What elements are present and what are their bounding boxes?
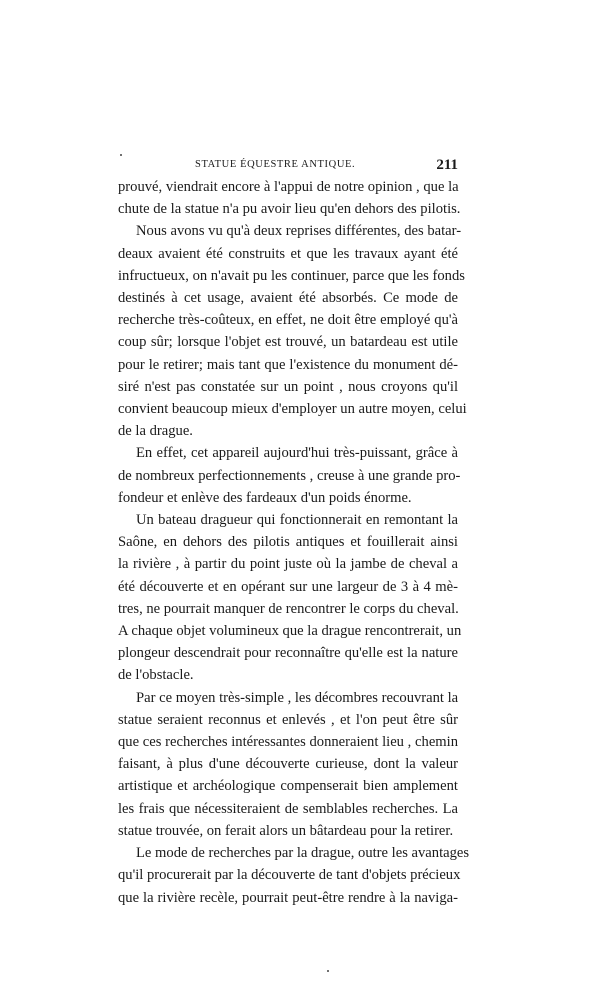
text-line: Nous avons vu qu'à deux reprises différentes, des batar- <box>136 223 462 240</box>
paragraph-3 <box>118 442 461 509</box>
text-line: chute de la statue n'a pu avoir lieu qu'en dehors des pilotis. <box>118 201 461 218</box>
paragraph-6 <box>118 842 470 909</box>
text-line: de la drague. <box>118 423 193 440</box>
text-line: destinés à cet usage, avaient été absorbés. Ce mode de <box>118 290 458 307</box>
running-head <box>118 157 458 177</box>
text-line: que ces recherches intéressantes donneraient lieu , chemin <box>118 734 458 751</box>
paragraph-1 <box>118 176 461 220</box>
text-line: plongeur descendrait pour reconnaître qu'elle est la nature <box>118 645 458 662</box>
text-line: prouvé, viendrait encore à l'appui de notre opinion , que la <box>118 179 459 195</box>
text-line: Saône, en dehors des pilotis antiques et fouillerait ainsi <box>118 534 458 551</box>
text-line: pour le retirer; mais tant que l'existence du monument dé- <box>118 356 458 373</box>
text-line: Le mode de recherches par la drague, outre les avantages <box>136 845 470 862</box>
text-line: que la rivière recèle, pourrait peut-être rendre à la naviga- <box>118 889 458 906</box>
text-line: qu'il procurerait par la découverte de tant d'objets précieux <box>118 867 461 884</box>
paper-speck <box>327 970 329 972</box>
text-line: statue trouvée, on ferait alors un bâtardeau pour la retirer. <box>118 822 454 839</box>
body-text <box>118 176 470 909</box>
text-line: Un bateau dragueur qui fonctionnerait en remontant la <box>136 512 458 529</box>
paragraph-2 <box>118 220 467 442</box>
paragraph-4 <box>118 509 462 687</box>
text-line: de nombreux perfectionnements , creuse à une grande pro- <box>118 467 461 484</box>
text-line: coup sûr; lorsque l'objet est trouvé, un batardeau est utile <box>118 334 458 351</box>
text-line: deaux avaient été construits et que les travaux ayant été <box>118 245 458 262</box>
text-line: la rivière , à partir du point juste où la jambe de cheval a <box>118 556 458 573</box>
text-line: de l'obstacle. <box>118 667 194 684</box>
page-number: 211 <box>436 157 458 173</box>
paper-speck <box>120 154 122 156</box>
text-line: les frais que nécessiteraient de semblables recherches. La <box>118 800 458 817</box>
text-line: infructueux, on n'avait pu les continuer, parce que les fonds <box>118 267 465 284</box>
text-line: siré n'est pas constatée sur un point , nous croyons qu'il <box>118 378 458 395</box>
running-title: STATUE ÉQUESTRE ANTIQUE. <box>195 159 356 170</box>
text-line: tres, ne pourrait manquer de rencontrer le corps du cheval. <box>118 600 459 617</box>
text-line: été découverte et en opérant sur une largeur de 3 à 4 mè- <box>118 578 458 595</box>
text-line: artistique et archéologique compenserait bien amplement <box>118 778 458 795</box>
text-line: statue seraient reconnus et enlevés , et l'on peut être sûr <box>118 711 458 728</box>
text-line: fondeur et enlève des fardeaux d'un poids énorme. <box>118 489 412 506</box>
text-line: convient beaucoup mieux d'employer un autre moyen, celui <box>118 401 467 418</box>
text-line: faisant, à plus d'une découverte curieuse, dont la valeur <box>118 756 458 773</box>
paragraph-5 <box>118 687 458 842</box>
text-line: En effet, cet appareil aujourd'hui très-puissant, grâce à <box>136 445 458 462</box>
text-line: recherche très-coûteux, en effet, ne doit être employé qu'à <box>118 312 458 329</box>
text-line: Par ce moyen très-simple , les décombres recouvrant la <box>136 689 459 706</box>
text-line: A chaque objet volumineux que la drague rencontrerait, un <box>118 623 462 640</box>
